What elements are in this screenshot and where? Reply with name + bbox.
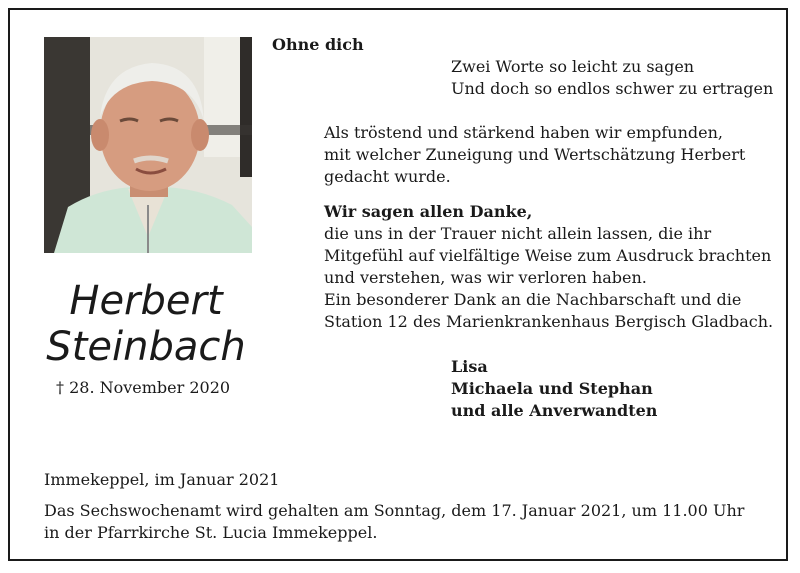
paragraph-line: mit welcher Zuneigung und Wertschätzung Herbert bbox=[324, 145, 746, 164]
signatory: und alle Anverwandten bbox=[451, 401, 658, 420]
quote-line: Und doch so endlos schwer zu ertragen bbox=[451, 79, 774, 98]
signatory: Michaela und Stephan bbox=[451, 379, 653, 398]
place-date: Immekeppel, im Januar 2021 bbox=[44, 470, 280, 489]
portrait-photo bbox=[44, 37, 252, 253]
last-name: Steinbach bbox=[46, 324, 246, 370]
gratitude-paragraph bbox=[324, 122, 745, 188]
thanks-line: Ein besonderer Dank an die Nachbarschaft und die bbox=[324, 290, 742, 309]
thanks-line: und verstehen, was wir verloren haben. bbox=[324, 268, 647, 287]
death-date: † 28. November 2020 bbox=[56, 378, 231, 397]
heading: Ohne dich bbox=[272, 35, 364, 54]
quote-line: Zwei Worte so leicht zu sagen bbox=[451, 57, 695, 76]
first-name: Herbert bbox=[69, 278, 223, 324]
paragraph-line: Als tröstend und stärkend haben wir empfunden, bbox=[324, 123, 723, 142]
thanks-heading: Wir sagen allen Danke, bbox=[324, 202, 533, 221]
signatory: Lisa bbox=[451, 357, 488, 376]
obituary-card bbox=[8, 8, 788, 561]
thanks-line: die uns in der Trauer nicht allein lassen, die ihr bbox=[324, 224, 712, 243]
thanks-paragraph bbox=[324, 223, 773, 333]
paragraph-line: gedacht wurde. bbox=[324, 167, 451, 186]
signatories bbox=[451, 356, 657, 422]
mass-notice: Das Sechswochenamt wird gehalten am Sonntag, dem 17. Januar 2021, um 11.00 Uhr in der Pfarrkirche St. Lucia Immekeppel. bbox=[44, 501, 745, 542]
deceased-name bbox=[36, 278, 256, 370]
thanks-line: Station 12 des Marienkrankenhaus Bergisch Gladbach. bbox=[324, 312, 774, 331]
thanks-line: Mitgefühl auf vielfältige Weise zum Ausdruck brachten bbox=[324, 246, 772, 265]
quote bbox=[451, 56, 773, 100]
